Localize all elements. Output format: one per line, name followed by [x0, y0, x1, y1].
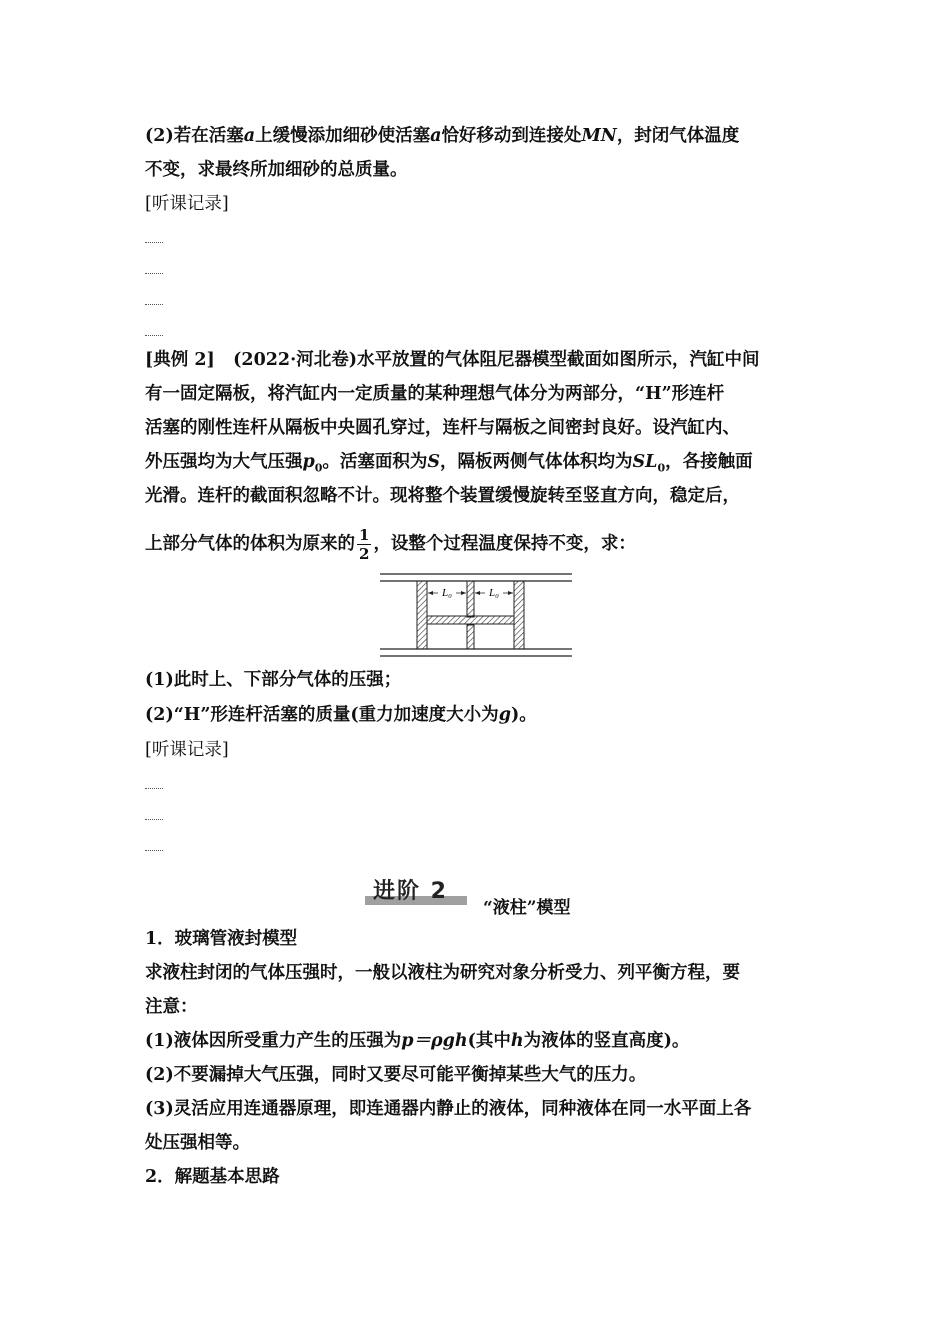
question-2-line-2: 不变，求最终所加细砂的总质量。 [145, 160, 408, 180]
badge-text: 进阶 2 [373, 879, 448, 904]
answer-line[interactable] [145, 335, 163, 336]
piston-left [417, 581, 427, 649]
answer-line[interactable] [145, 304, 163, 305]
example-2-line-6: 上部分气体的体积为原来的 $\frac{1}{2}$ ，设整个过程温度保持不变，求： [145, 526, 636, 563]
list-item-1: (1)液体因所受重力产生的压强为p＝ρgh(其中h为液体的竖直高度)。 [145, 1031, 690, 1051]
heading-1: 1．玻璃管液封模型 [145, 929, 298, 949]
paragraph-line: 求液柱封闭的气体压强时，一般以液柱为研究对象分析受力、列平衡方程，要 [145, 963, 740, 983]
piston-right [514, 581, 524, 649]
answer-line[interactable] [145, 819, 163, 820]
answer-line[interactable] [145, 850, 163, 851]
damper-diagram [380, 572, 572, 660]
list-item-3-cont: 处压强相等。 [145, 1133, 250, 1153]
paragraph-line: 注意： [145, 997, 198, 1017]
partition-upper [467, 581, 474, 617]
connecting-rod [427, 616, 514, 624]
label-l0-right: L₀ [489, 587, 499, 599]
section-badge [365, 872, 467, 906]
record-label: [听课记录] [145, 194, 229, 214]
answer-line[interactable] [145, 788, 163, 789]
example-2-line-3: 活塞的刚性连杆从隔板中央圆孔穿过，连杆与隔板之间密封良好。设汽缸内、 [145, 418, 740, 438]
example-2-line-2: 有一固定隔板，将汽缸内一定质量的某种理想气体分为两部分，“H”形连杆 [145, 384, 725, 404]
example-2-line-5: 光滑。连杆的截面积忽略不计。现将整个装置缓慢旋转至竖直方向，稳定后， [145, 486, 740, 506]
example-2-question-1: (1)此时上、下部分气体的压强； [145, 670, 402, 690]
list-item-3: (3)灵活应用连通器原理，即连通器内静止的液体，同种液体在同一水平面上各 [145, 1099, 752, 1119]
fraction-half: $\frac{1}{2}$ [359, 526, 370, 563]
record-label: [听课记录] [145, 740, 229, 760]
section-title: “液柱”模型 [483, 898, 571, 918]
answer-line[interactable] [145, 242, 163, 243]
example-2-line-1: [典例 2] (2022·河北卷)水平放置的气体阻尼器模型截面如图所示，汽缸中间 [145, 350, 760, 370]
list-item-2: (2)不要漏掉大气压强，同时又要尽可能平衡掉某些大气的压力。 [145, 1065, 647, 1085]
label-l0-left: L₀ [442, 587, 452, 599]
question-2-line-1: (2)若在活塞a上缓慢添加细砂使活塞a恰好移动到连接处MN，封闭气体温度 [145, 126, 740, 146]
heading-2: 2．解题基本思路 [145, 1167, 280, 1187]
example-2-question-2: (2)“H”形连杆活塞的质量(重力加速度大小为g)。 [145, 705, 537, 725]
example-2-line-4: 外压强均为大气压强$p_0$。活塞面积为S，隔板两侧气体体积均为$SL_0$，各接触面 [145, 452, 753, 475]
partition-lower [467, 625, 474, 649]
answer-line[interactable] [145, 273, 163, 274]
